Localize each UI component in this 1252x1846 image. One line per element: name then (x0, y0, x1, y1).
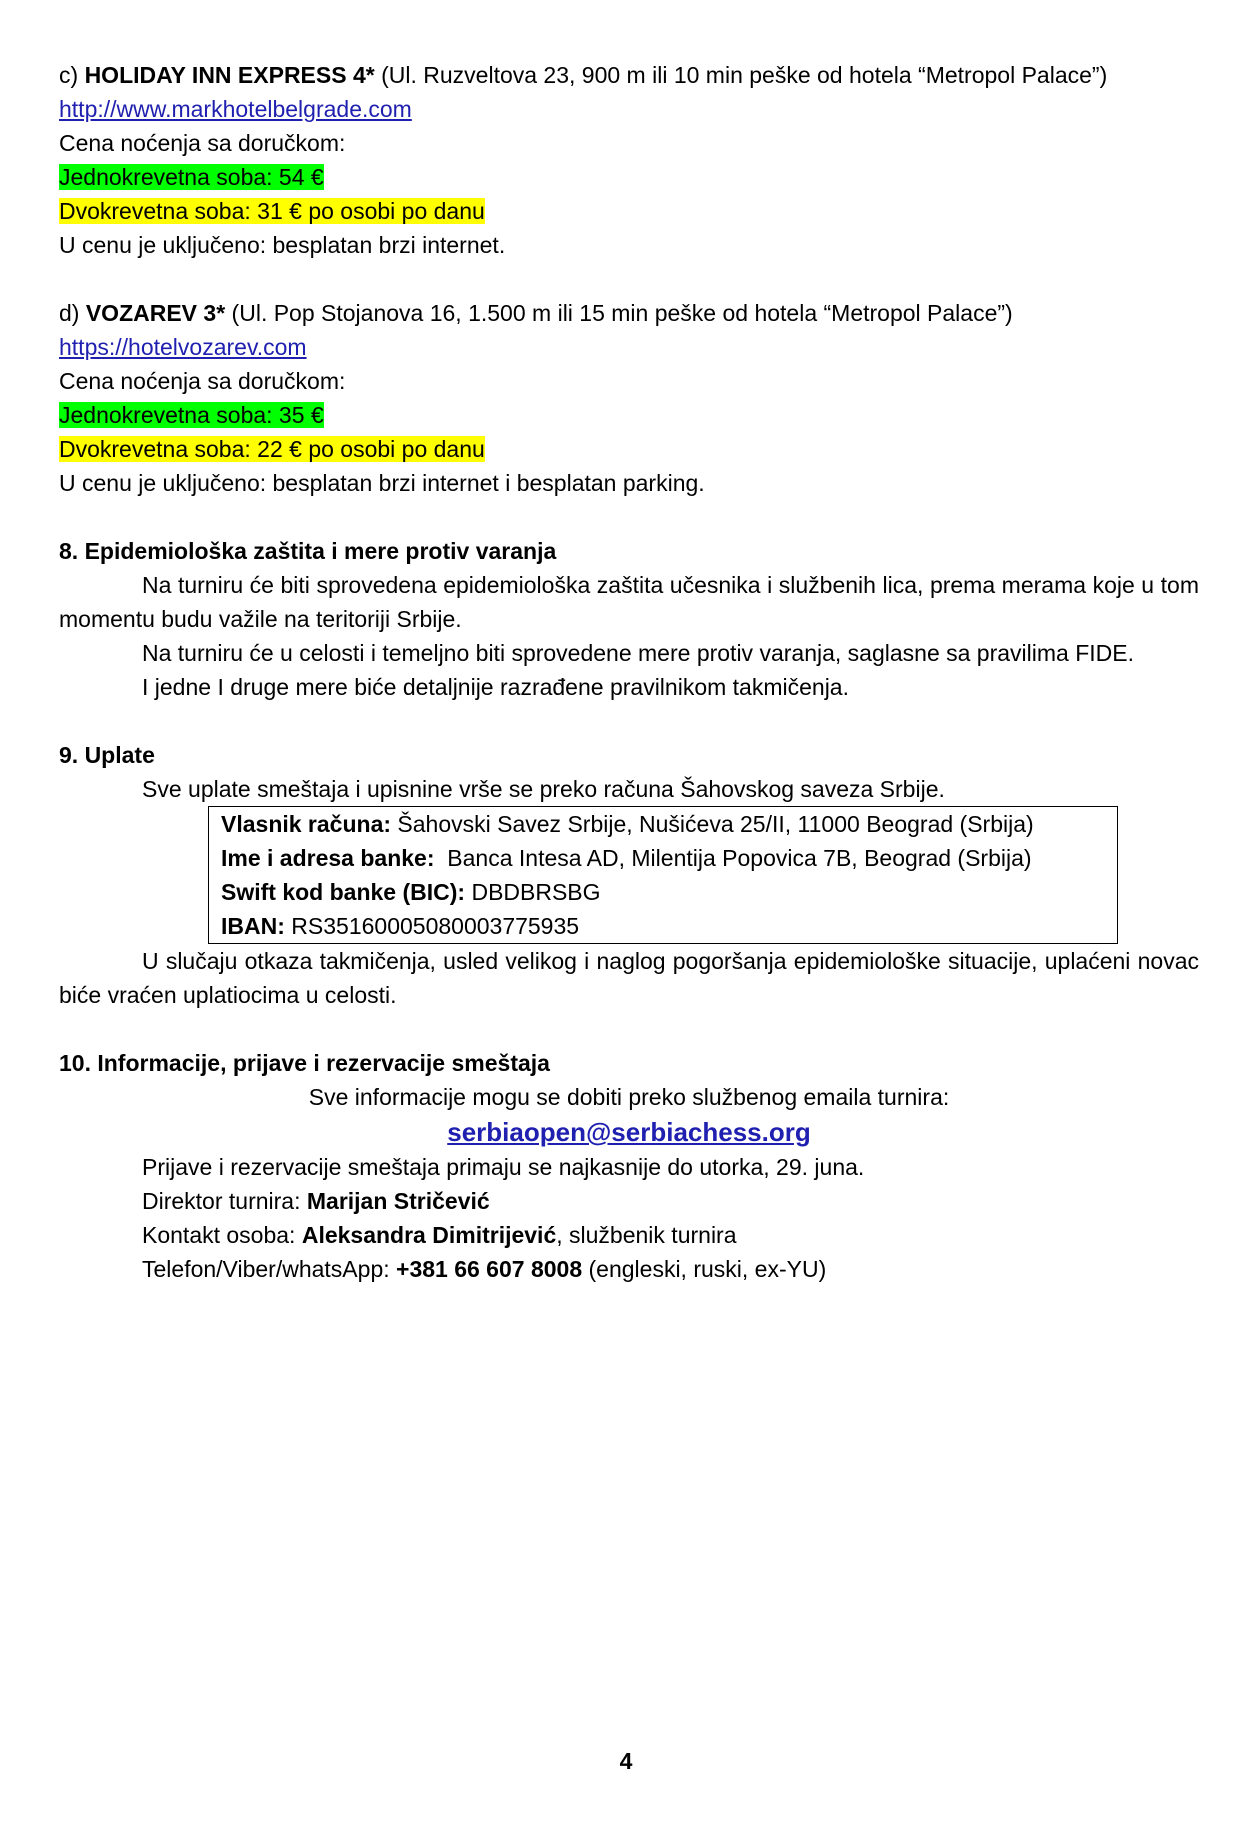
phone-label: Telefon/Viber/whatsApp: (142, 1256, 397, 1282)
section-9-heading: 9. Uplate (59, 742, 155, 768)
bank-owner-value: Šahovski Savez Srbije, Nušićeva 25/II, 11000 Beograd (Srbija) (391, 811, 1034, 837)
section-9-refund: U slučaju otkaza takmičenja, usled velikog i naglog pogoršanja epidemiološke situacije, uplaćeni novac biće vraćen uplatiocima u celosti. (59, 948, 1199, 1008)
hotel-d-prefix: d) (59, 300, 86, 326)
bank-name-value: Banca Intesa AD, Milentija Popovica 7B, Beograd (Srbija) (434, 845, 1032, 871)
contact-person (59, 1218, 1199, 1252)
hotel-d-included: U cenu je uključeno: besplatan brzi internet i besplatan parking. (59, 470, 705, 496)
hotel-d-title (59, 296, 1199, 330)
hotel-c-included: U cenu je uključeno: besplatan brzi internet. (59, 232, 506, 258)
tournament-email-link[interactable]: serbiaopen@serbiachess.org (447, 1117, 811, 1147)
hotel-d-price-label: Cena noćenja sa doručkom: (59, 368, 346, 394)
section-8-heading: 8. Epidemiološka zaštita i mere protiv varanja (59, 538, 557, 564)
phone-number: +381 66 607 8008 (396, 1256, 583, 1282)
bank-iban-label: IBAN: (221, 913, 285, 939)
section-8-paragraph-2: Na turniru će u celosti i temeljno biti sprovedene mere protiv varanja, saglasne sa pravilima FIDE. (142, 640, 1134, 666)
hotel-c-link[interactable]: http://www.markhotelbelgrade.com (59, 96, 412, 122)
hotel-c-title (59, 58, 1199, 92)
contact-label: Kontakt osoba: (142, 1222, 302, 1248)
hotel-c-double-price: Dvokrevetna soba: 31 € po osobi po danu (59, 198, 485, 224)
director-label: Direktor turnira: (142, 1188, 307, 1214)
section-9-intro: Sve uplate smeštaja i upisnine vrše se preko računa Šahovskog saveza Srbije. (142, 776, 945, 802)
section-8-paragraph-3: I jedne I druge mere biće detaljnije razrađene pravilnikom takmičenja. (142, 674, 849, 700)
phone-languages: (engleski, ruski, ex-YU) (582, 1256, 827, 1282)
bank-swift-value: DBDBRSBG (465, 879, 601, 905)
contact-phone (59, 1252, 1199, 1286)
bank-swift-row (221, 875, 1117, 909)
hotel-c-price-label: Cena noćenja sa doručkom: (59, 130, 346, 156)
tournament-director (59, 1184, 1199, 1218)
document-page (59, 58, 1199, 1286)
hotel-d-address: (Ul. Pop Stojanova 16, 1.500 m ili 15 min peške od hotela “Metropol Palace”) (225, 300, 1013, 326)
hotel-d-link[interactable]: https://hotelvozarev.com (59, 334, 307, 360)
hotel-c-address: (Ul. Ruzveltova 23, 900 m ili 10 min peške od hotela “Metropol Palace”) (374, 62, 1108, 88)
bank-owner-label: Vlasnik računa: (221, 811, 392, 837)
page-number: 4 (619, 1748, 633, 1774)
bank-details-box (208, 806, 1118, 944)
hotel-d-double-price: Dvokrevetna soba: 22 € po osobi po danu (59, 436, 485, 462)
hotel-c-name: HOLIDAY INN EXPRESS 4* (84, 62, 375, 88)
bank-name-label: Ime i adresa banke: (221, 845, 435, 871)
section-10-heading: 10. Informacije, prijave i rezervacije smeštaja (59, 1050, 550, 1076)
bank-name-row (221, 841, 1117, 875)
hotel-d-single-price: Jednokrevetna soba: 35 € (59, 402, 324, 428)
hotel-c-single-price: Jednokrevetna soba: 54 € (59, 164, 324, 190)
bank-iban-value: RS35160005080003775935 (284, 913, 580, 939)
section-10-deadline: Prijave i rezervacije smeštaja primaju se najkasnije do utorka, 29. juna. (142, 1154, 865, 1180)
bank-owner-row (221, 807, 1117, 841)
director-name: Marijan Stričević (306, 1188, 490, 1214)
bank-swift-label: Swift kod banke (BIC): (221, 879, 466, 905)
hotel-c-prefix: c) (59, 62, 85, 88)
hotel-d-name: VOZAREV 3* (85, 300, 226, 326)
bank-iban-row (221, 909, 1117, 943)
section-8-paragraph-1: Na turniru će biti sprovedena epidemiološka zaštita učesnika i službenih lica, prema merama koje u tom momentu budu važile na teritoriji Srbije. (59, 572, 1199, 632)
section-10-info: Sve informacije mogu se dobiti preko službenog emaila turnira: (308, 1084, 950, 1110)
contact-role: , službenik turnira (556, 1222, 737, 1248)
contact-name: Aleksandra Dimitrijević (301, 1222, 557, 1248)
